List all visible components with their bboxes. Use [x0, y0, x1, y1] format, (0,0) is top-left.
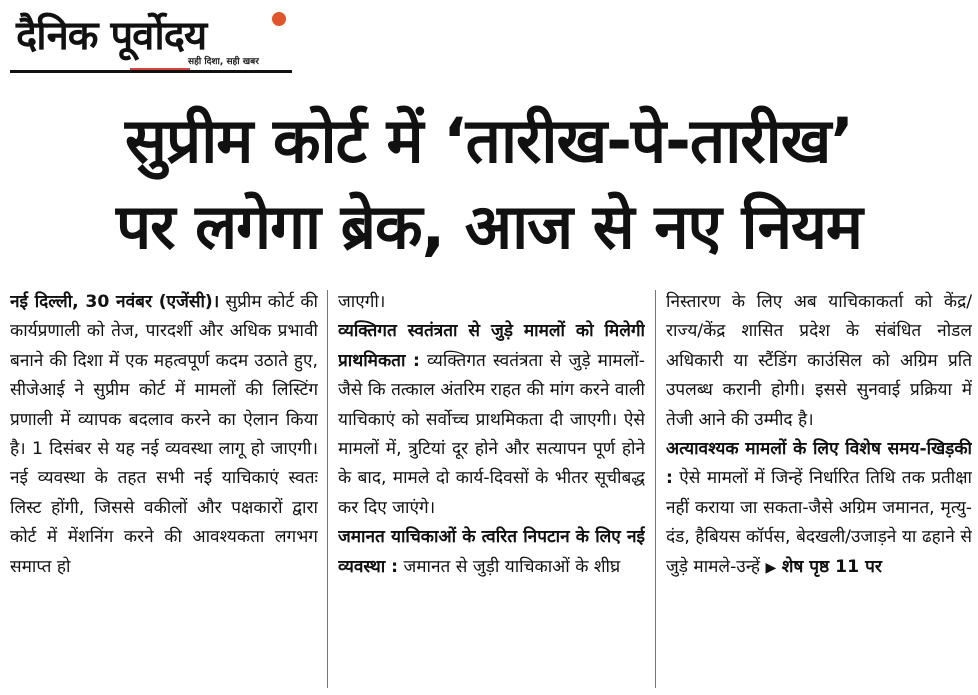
headline-line-1: सुप्रीम कोर्ट में ‘तारीख-पे-तारीख’: [125, 104, 853, 177]
headline: [0, 98, 978, 270]
body-text: ऐसे मामलों में जिन्हें निर्धारित तिथि तक प्रतीक्षा नहीं कराया जा सकता-जैसे अग्रिम जमानत, मृत्यु-दंड, हैबियस कॉर्पस, बेदखली/उजाड़ने या ढहाने से जुड़े मामले-उन्हें: [666, 468, 972, 577]
column-divider: [327, 290, 328, 688]
body-text: जाएगी।: [338, 292, 386, 312]
article-column-3: [666, 288, 972, 693]
newspaper-tagline: सही दिशा, सही खबर: [188, 57, 259, 67]
subheading: जमानत याचिकाओं के त्वरित निपटान के लिए नई व्यवस्था :: [338, 527, 645, 577]
article-column-1: [10, 288, 318, 693]
body-text: निस्तारण के लिए अब याचिकाकर्ता को केंद्र/राज्य/केंद्र शासित प्रदेश के संबंधित नोडल अधिकारी या स्टैंडिंग काउंसिल को अग्रिम प्रति उपलब्ध करानी होगी। इससे सुनवाई प्रक्रिया में तेजी आने की उम्मीद है।: [666, 292, 972, 430]
body-text: जमानत से जुड़ी याचिकाओं के शीघ्र: [398, 556, 621, 577]
subheading: व्यक्तिगत स्वतंत्रता से जुड़े मामलों को मिलेगी प्राथमिकता :: [338, 321, 645, 371]
article-column-2: [338, 288, 645, 693]
subheading: अत्यावश्यक मामलों के लिए विशेष समय-खिड़की :: [666, 439, 972, 489]
continued-arrow-icon: ▶: [765, 559, 777, 576]
column-divider: [655, 290, 656, 688]
masthead: [10, 4, 290, 72]
masthead-rule: [10, 70, 292, 73]
headline-line-2: पर लगेगा ब्रेक, आज से नए नियम: [115, 190, 863, 263]
body-text: व्यक्तिगत स्वतंत्रता से जुड़े मामलों- जैसे कि तत्काल अंतरिम राहत की मांग करने वाली याचिकाएं को सर्वोच्च प्राथमिकता दी जाएगी। ऐसे मामलों में, त्रुटियां दूर होने और सत्यापन पूर्ण होने के बाद, मामले दो कार्य-दिवसों के भीतर सूचीबद्ध कर दिए जाएंगे।: [338, 350, 645, 518]
dateline: नई दिल्ली, 30 नवंबर (एजेंसी)।: [10, 292, 220, 312]
newspaper-title: दैनिक पूर्वोदय: [16, 13, 207, 59]
masthead-sun-icon: [272, 12, 286, 26]
body-text: सुप्रीम कोर्ट की कार्यप्रणाली को तेज, पारदर्शी और अधिक प्रभावी बनाने की दिशा में एक महत्वपूर्ण कदम उठाते हुए, सीजेआई ने सुप्रीम कोर्ट में मामलों की लिस्टिंग प्रणाली में व्यापक बदलाव करने का ऐलान किया है। 1 दिसंबर से यह नई व्यवस्था लागू हो जाएगी। नई व्यवस्था के तहत सभी नई याचिकाएं स्वतः लिस्ट होंगी, जिससे वकीलों और पक्षकारों द्वारा कोर्ट में मेंशनिंग करने की आवश्यकता लगभग समाप्त हो: [10, 292, 318, 577]
continued-on-page-link[interactable]: शेष पृष्ठ 11 पर: [781, 556, 882, 577]
